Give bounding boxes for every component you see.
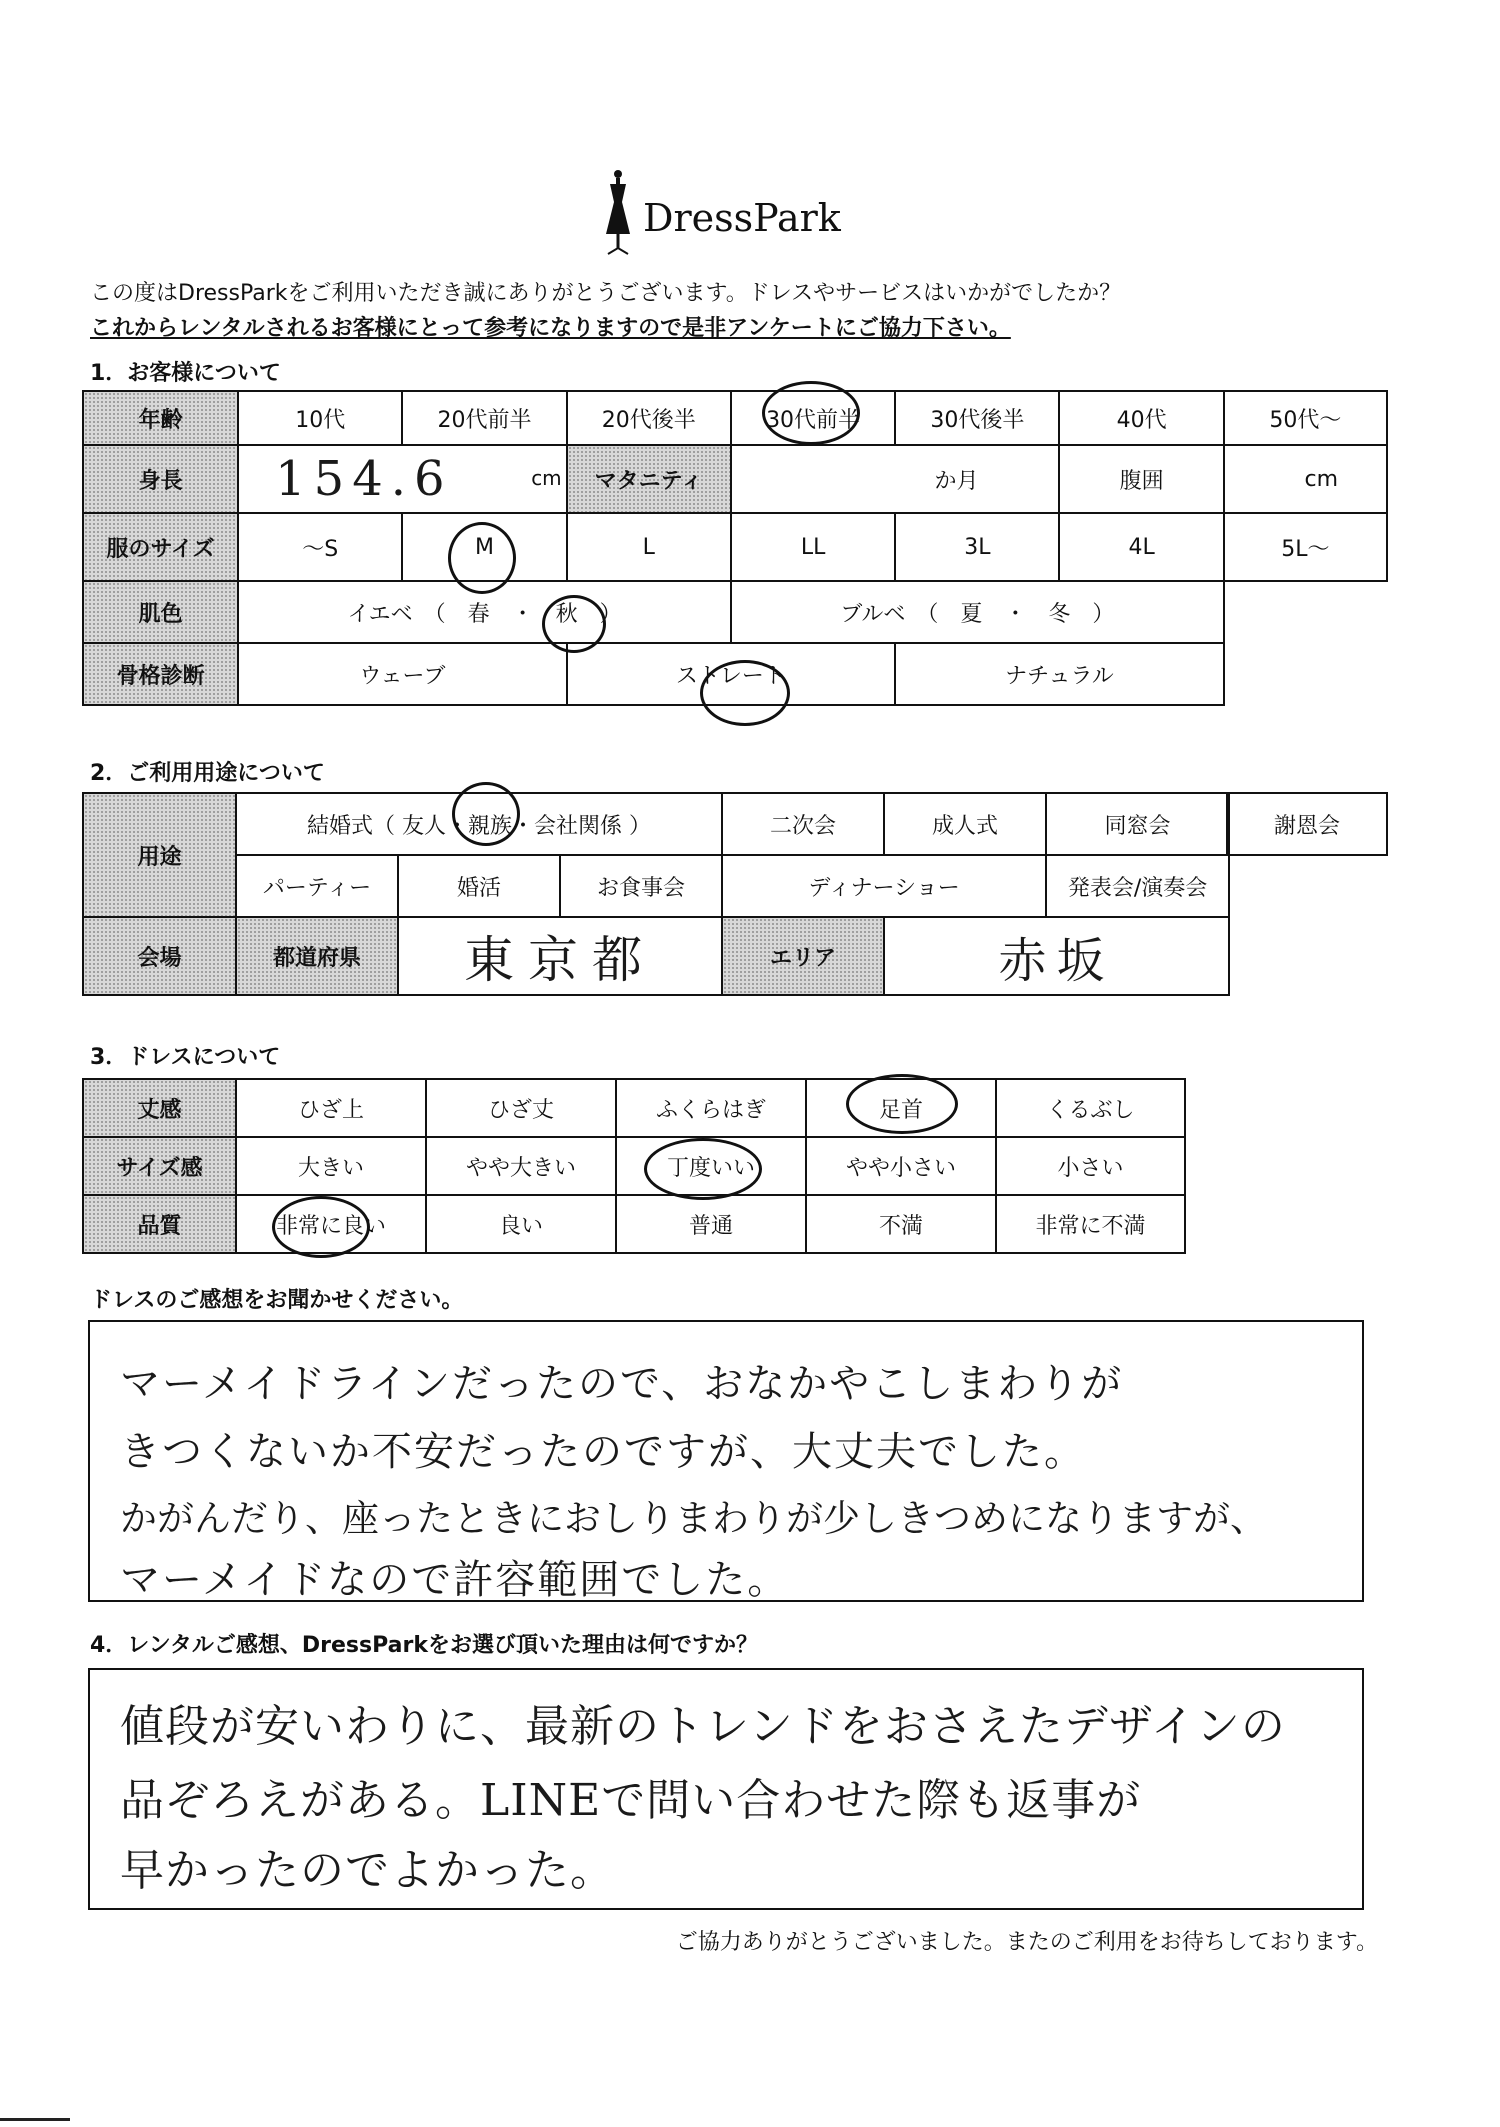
length-option[interactable]: ふくらはぎ [616,1079,806,1137]
area-label: エリア [722,917,884,995]
impressions-title: ドレスのご感想をお聞かせください。 [90,1288,464,1313]
impressions-line: マーメイドなので許容範囲でした。 [120,1557,790,1603]
purpose-option[interactable]: お食事会 [560,855,722,917]
usage-row-2 [83,855,1229,917]
dress-table [82,1078,1186,1254]
skin-label: 肌色 [83,581,238,643]
height-cell[interactable] [238,445,567,513]
maternity-label: マタニティ [567,445,731,513]
skin-blue-option[interactable]: ブルベ （ 夏 ・ 冬 ） [731,581,1224,643]
length-option[interactable]: くるぶし [996,1079,1185,1137]
length-label: 丈感 [83,1079,236,1137]
age-option[interactable]: 20代前半 [402,391,566,445]
dresspark-logo [598,168,858,258]
quality-option[interactable]: 良い [426,1195,616,1253]
brand-name: DressPark [643,196,841,240]
usage-table-extra [1226,792,1388,856]
fit-option[interactable]: やや大きい [426,1137,616,1195]
skin-row [83,581,1387,643]
usage-row-1 [83,793,1229,855]
section-1-title: 1．お客様について [90,361,281,386]
maternity-months-cell[interactable] [731,445,1060,513]
customer-info-table [82,390,1388,706]
prefecture-label: 都道府県 [236,917,398,995]
venue-row [83,917,1229,995]
purpose-option[interactable]: 二次会 [722,793,884,855]
frame-option-selected[interactable]: ストレート [567,643,896,705]
size-option[interactable]: 3L [895,513,1059,581]
impressions-line: きつくないか不安だったのですが、大丈夫でした。 [120,1429,1086,1475]
fit-option-selected[interactable]: 丁度いい [616,1137,806,1195]
waist-label: 腹囲 [1059,445,1223,513]
section-4-title: 4．レンタルご感想、DressParkをお選び頂いた理由は何ですか？ [90,1633,758,1658]
height-row [83,445,1387,513]
length-option[interactable]: ひざ丈 [426,1079,616,1137]
length-option[interactable]: ひざ上 [236,1079,426,1137]
reason-line: 値段が安いわりに、最新のトレンドをおさえたデザインの [120,1701,1286,1752]
area-value: 赤坂 [998,932,1115,989]
frame-option[interactable]: ウェーブ [238,643,567,705]
reason-line: 品ぞろえがある。LINEで問い合わせた際も返事が [120,1775,1142,1826]
frame-row [83,643,1387,705]
section-2-title: 2．ご利用用途について [90,761,325,786]
section-3-title: 3．ドレスについて [90,1045,281,1070]
impressions-box[interactable] [88,1320,1364,1602]
impressions-line: かがんだり、座ったときにおしりまわりが少しきつめになりますが、 [120,1497,1267,1540]
age-option[interactable]: 20代後半 [567,391,731,445]
fit-label: サイズ感 [83,1137,236,1195]
fit-row [83,1137,1185,1195]
wedding-option[interactable]: 結婚式（ 友人・親族・会社関係 ） [236,793,722,855]
age-option-selected[interactable]: 30代前半 [731,391,895,445]
fit-option[interactable]: やや小さい [806,1137,996,1195]
dress-mannequin-icon [600,168,636,256]
age-row [83,391,1387,445]
purpose-option[interactable]: 発表会/演奏会 [1046,855,1229,917]
fit-option[interactable]: 大きい [236,1137,426,1195]
prefecture-value-cell[interactable] [398,917,722,995]
purpose-option[interactable]: 婚活 [398,855,560,917]
frame-option[interactable]: ナチュラル [895,643,1224,705]
purpose-option[interactable]: 同窓会 [1046,793,1229,855]
skin-yellow-option[interactable]: イエベ （ 春 ・ 秋 ） [238,581,731,643]
reason-box[interactable] [88,1668,1364,1910]
size-option-selected[interactable]: M [402,513,566,581]
size-option[interactable]: 5L～ [1224,513,1387,581]
waist-unit: cm [1304,466,1338,492]
length-option-selected[interactable]: 足首 [806,1079,996,1137]
height-label: 身長 [83,445,238,513]
quality-option-selected[interactable]: 非常に良い [236,1195,426,1253]
prefecture-value: 東京都 [464,931,656,989]
purpose-option[interactable]: ディナーショー [722,855,1046,917]
length-row [83,1079,1185,1137]
size-option[interactable]: ～S [238,513,402,581]
venue-label: 会場 [83,917,236,995]
reason-line: 早かったのでよかった。 [120,1845,615,1896]
usage-table [82,792,1230,996]
size-option[interactable]: L [567,513,731,581]
height-unit: cm [531,466,562,490]
quality-option[interactable]: 普通 [616,1195,806,1253]
quality-label: 品質 [83,1195,236,1253]
age-option[interactable]: 10代 [238,391,402,445]
footer-thanks: ご協力ありがとうございました。またのご利用をお待ちしております。 [675,1930,1378,1955]
impressions-line: マーメイドラインだったので、おなかやこしまわりが [120,1361,1124,1407]
intro-line-1: この度はDressParkをご利用いただき誠にありがとうございます。ドレスやサービスはいかがでしたか？ [90,281,1122,306]
waist-cell[interactable] [1224,445,1387,513]
quality-option[interactable]: 不満 [806,1195,996,1253]
purpose-option[interactable]: パーティー [236,855,398,917]
fit-option[interactable]: 小さい [996,1137,1185,1195]
months-unit: か月 [934,468,979,494]
height-value: 154.6 [275,451,453,507]
scan-artifact-line [0,2118,70,2121]
age-option[interactable]: 40代 [1059,391,1223,445]
age-option[interactable]: 30代後半 [895,391,1059,445]
size-row [83,513,1387,581]
age-label: 年齢 [83,391,238,445]
purpose-option[interactable]: 謝恩会 [1227,793,1387,855]
size-label: 服のサイズ [83,513,238,581]
size-option[interactable]: LL [731,513,895,581]
age-option[interactable]: 50代～ [1224,391,1387,445]
frame-label: 骨格診断 [83,643,238,705]
purpose-option[interactable]: 成人式 [884,793,1046,855]
area-value-cell[interactable] [884,917,1229,995]
quality-row [83,1195,1185,1253]
quality-option[interactable]: 非常に不満 [996,1195,1185,1253]
intro-line-2: これからレンタルされるお客様にとって参考になりますので是非アンケートにご協力下さい。 [90,316,1011,341]
size-option[interactable]: 4L [1059,513,1223,581]
purpose-label: 用途 [83,793,236,917]
